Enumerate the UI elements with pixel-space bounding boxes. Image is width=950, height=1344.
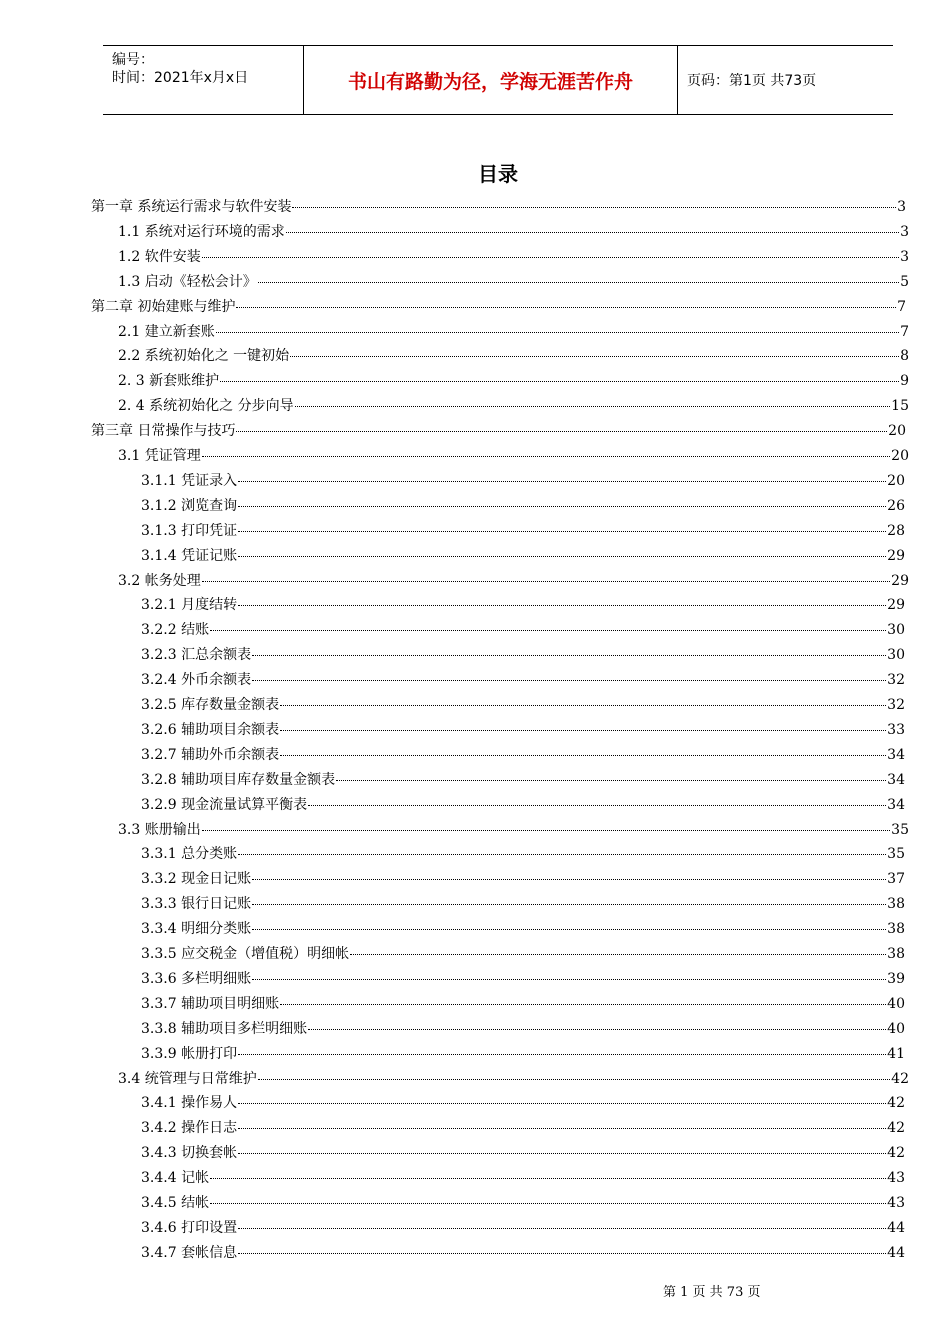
- toc-dot-leader: [238, 1228, 886, 1229]
- toc-entry-page: 42: [887, 1120, 905, 1136]
- toc-entry-label: 3.4.4 记帐: [141, 1170, 210, 1186]
- toc-entry-page: 20: [887, 473, 905, 489]
- toc-dot-leader: [216, 332, 899, 333]
- toc-entry-label: 3.1.3 打印凭证: [141, 523, 238, 539]
- toc-entry-label: 3.3.7 辅助项目明细账: [141, 996, 280, 1012]
- toc-entry[interactable]: [141, 644, 905, 666]
- toc-dot-leader: [238, 854, 886, 855]
- toc-entry-label: 3.4.1 操作易人: [141, 1095, 238, 1111]
- toc-entry-page: 20: [891, 448, 909, 464]
- toc-entry-page: 44: [887, 1245, 905, 1261]
- toc-dot-leader: [252, 879, 886, 880]
- toc-entry-page: 3: [897, 199, 906, 215]
- toc-entry-page: 35: [887, 846, 905, 862]
- toc-entry-label: 3.2.1 月度结转: [141, 597, 238, 613]
- toc-entry-page: 3: [900, 224, 909, 240]
- toc-entry[interactable]: [118, 395, 909, 417]
- toc-entry-label: 3.4.7 套帐信息: [141, 1245, 238, 1261]
- toc-entry[interactable]: [141, 545, 905, 567]
- toc-entry[interactable]: [118, 1068, 909, 1090]
- toc-entry-label: 第一章 系统运行需求与软件安装: [91, 199, 292, 215]
- toc-entry[interactable]: [141, 1167, 905, 1189]
- toc-dot-leader: [308, 1029, 886, 1030]
- toc-entry-label: 2.2 系统初始化之 一键初始: [118, 348, 290, 364]
- page-header: [103, 45, 893, 115]
- toc-entry[interactable]: [141, 1117, 905, 1139]
- toc-dot-leader: [252, 929, 886, 930]
- toc-dot-leader: [292, 207, 896, 208]
- toc-entry[interactable]: [141, 594, 905, 616]
- toc-entry-page: 34: [887, 797, 905, 813]
- header-page-info: 页码：第1页 共73页: [687, 73, 817, 89]
- toc-entry-label: 3.1.4 凭证记账: [141, 548, 238, 564]
- toc-entry[interactable]: [141, 993, 905, 1015]
- toc-entry-label: 3.4.3 切换套帐: [141, 1145, 238, 1161]
- toc-entry-page: 8: [900, 348, 909, 364]
- header-page-cell: [678, 46, 893, 114]
- toc-entry-page: 29: [891, 573, 909, 589]
- toc-entry[interactable]: [118, 570, 909, 592]
- toc-entry-page: 43: [887, 1195, 905, 1211]
- toc-entry-page: 37: [887, 871, 905, 887]
- header-motto: 书山有路勤为径，学海无涯苦作舟: [347, 70, 633, 93]
- toc-entry[interactable]: [141, 1242, 905, 1264]
- toc-entry-label: 第二章 初始建账与维护: [91, 299, 236, 315]
- toc-dot-leader: [280, 1004, 886, 1005]
- toc-entry[interactable]: [141, 470, 905, 492]
- toc-dot-leader: [238, 1103, 886, 1104]
- toc-entry-label: 2.1 建立新套账: [118, 324, 215, 340]
- toc-entry[interactable]: [118, 345, 909, 367]
- toc-dot-leader: [238, 1054, 886, 1055]
- toc-entry-page: 40: [887, 1021, 905, 1037]
- toc-entry[interactable]: [118, 445, 909, 467]
- toc-entry-page: 3: [900, 249, 909, 265]
- toc-dot-leader: [202, 257, 899, 258]
- toc-entry[interactable]: [141, 669, 905, 691]
- toc-dot-leader: [308, 805, 886, 806]
- toc-dot-leader: [236, 431, 887, 432]
- toc-dot-leader: [286, 232, 899, 233]
- toc-entry[interactable]: [141, 1043, 905, 1065]
- toc-entry-page: 30: [887, 647, 905, 663]
- toc-entry-label: 1.1 系统对运行环境的需求: [118, 224, 285, 240]
- toc-dot-leader: [258, 282, 899, 283]
- toc-entry-page: 38: [887, 896, 905, 912]
- toc-dot-leader: [252, 979, 886, 980]
- toc-entry-label: 3.3.1 总分类账: [141, 846, 238, 862]
- toc-dot-leader: [252, 904, 886, 905]
- toc-entry-page: 34: [887, 747, 905, 763]
- toc-entry[interactable]: [118, 271, 909, 293]
- toc-dot-leader: [280, 730, 886, 731]
- toc-entry-page: 40: [887, 996, 905, 1012]
- toc-entry-page: 42: [891, 1071, 909, 1087]
- document-time-label: 时间：2021年x月x日: [112, 70, 249, 86]
- toc-entry[interactable]: [141, 794, 905, 816]
- toc-entry-label: 2. 3 新套账维护: [118, 373, 220, 389]
- toc-entry[interactable]: [141, 1018, 905, 1040]
- toc-entry-page: 9: [900, 373, 909, 389]
- toc-entry-page: 44: [887, 1220, 905, 1236]
- toc-dot-leader: [238, 481, 886, 482]
- toc-entry-label: 3.2.4 外币余额表: [141, 672, 252, 688]
- toc-entry-label: 3.2.2 结账: [141, 622, 210, 638]
- toc-entry[interactable]: [118, 321, 909, 343]
- toc-entry[interactable]: [141, 893, 905, 915]
- toc-entry-label: 3.2.6 辅助项目余额表: [141, 722, 280, 738]
- toc-entry-page: 32: [887, 672, 905, 688]
- toc-entry-page: 28: [887, 523, 905, 539]
- page-footer: 第 1 页 共 73 页: [663, 1285, 761, 1300]
- toc-entry[interactable]: [141, 520, 905, 542]
- toc-entry-label: 3.2 帐务处理: [118, 573, 201, 589]
- toc-entry[interactable]: [141, 1142, 905, 1164]
- toc-entry-page: 5: [900, 274, 909, 290]
- toc-entry[interactable]: [118, 221, 909, 243]
- toc-entry-page: 34: [887, 772, 905, 788]
- toc-entry-label: 3.3.4 明细分类账: [141, 921, 252, 937]
- toc-entry-label: 3.2.5 库存数量金额表: [141, 697, 280, 713]
- toc-dot-leader: [210, 630, 886, 631]
- toc-entry[interactable]: [141, 619, 905, 641]
- toc-dot-leader: [295, 406, 891, 407]
- header-motto-cell: [304, 46, 678, 114]
- toc-entry-label: 3.3 账册输出: [118, 822, 201, 838]
- toc-entry[interactable]: [141, 769, 905, 791]
- toc-entry-label: 3.4.2 操作日志: [141, 1120, 238, 1136]
- toc-dot-leader: [238, 1253, 886, 1254]
- toc-dot-leader: [210, 1203, 886, 1204]
- toc-entry-label: 3.2.9 现金流量试算平衡表: [141, 797, 308, 813]
- toc-dot-leader: [238, 1128, 886, 1129]
- toc-entry-page: 38: [887, 946, 905, 962]
- toc-entry[interactable]: [141, 868, 905, 890]
- toc-entry-page: 15: [891, 398, 909, 414]
- toc-entry-page: 35: [891, 822, 909, 838]
- toc-entry-label: 3.3.5 应交税金（增值税）明细帐: [141, 946, 350, 962]
- toc-entry[interactable]: [118, 246, 909, 268]
- toc-entry-label: 2. 4 系统初始化之 分步向导: [118, 398, 294, 414]
- document-number-label: 编号：: [112, 52, 154, 68]
- toc-entry[interactable]: [141, 943, 905, 965]
- toc-entry-page: 30: [887, 622, 905, 638]
- toc-entry-label: 3.1.1 凭证录入: [141, 473, 238, 489]
- toc-entry-label: 1.2 软件安装: [118, 249, 201, 265]
- toc-entry-page: 43: [887, 1170, 905, 1186]
- toc-entry-page: 32: [887, 697, 905, 713]
- toc-entry-page: 33: [887, 722, 905, 738]
- toc-entry-page: 20: [888, 423, 906, 439]
- toc-dot-leader: [252, 680, 886, 681]
- toc-dot-leader: [220, 381, 899, 382]
- toc-entry[interactable]: [141, 744, 905, 766]
- toc-dot-leader: [236, 307, 896, 308]
- toc-entry[interactable]: [141, 1092, 905, 1114]
- toc-dot-leader: [238, 531, 886, 532]
- toc-entry-label: 3.4 统管理与日常维护: [118, 1071, 257, 1087]
- toc-entry-label: 3.1 凭证管理: [118, 448, 201, 464]
- toc-dot-leader: [280, 755, 886, 756]
- toc-entry-page: 7: [897, 299, 906, 315]
- toc-dot-leader: [290, 356, 899, 357]
- toc-entry[interactable]: [141, 1217, 905, 1239]
- toc-title: 目录: [478, 162, 518, 186]
- toc-dot-leader: [238, 1153, 886, 1154]
- toc-entry-label: 3.3.8 辅助项目多栏明细账: [141, 1021, 308, 1037]
- toc-dot-leader: [280, 705, 886, 706]
- toc-entry-label: 3.3.9 帐册打印: [141, 1046, 238, 1062]
- toc-dot-leader: [210, 1178, 886, 1179]
- toc-entry-label: 3.4.5 结帐: [141, 1195, 210, 1211]
- toc-entry-page: 42: [887, 1145, 905, 1161]
- toc-entry[interactable]: [141, 495, 905, 517]
- toc-entry[interactable]: [118, 819, 909, 841]
- toc-entry[interactable]: [141, 918, 905, 940]
- toc-entry-page: 7: [900, 324, 909, 340]
- toc-entry-label: 3.3.3 银行日记账: [141, 896, 252, 912]
- toc-dot-leader: [336, 780, 886, 781]
- toc-entry[interactable]: [118, 370, 909, 392]
- toc-entry-label: 3.3.6 多栏明细账: [141, 971, 252, 987]
- toc-dot-leader: [202, 581, 890, 582]
- toc-entry-page: 29: [887, 548, 905, 564]
- toc-dot-leader: [252, 655, 886, 656]
- toc-dot-leader: [202, 456, 890, 457]
- toc-dot-leader: [350, 954, 886, 955]
- toc-entry-label: 1.3 启动《轻松会计》: [118, 274, 257, 290]
- toc-entry-label: 3.4.6 打印设置: [141, 1220, 238, 1236]
- toc-entry[interactable]: [141, 719, 905, 741]
- toc-entry[interactable]: [91, 296, 906, 318]
- toc-entry[interactable]: [141, 1192, 905, 1214]
- toc-entry[interactable]: [91, 420, 906, 442]
- toc-entry[interactable]: [91, 196, 906, 218]
- toc-entry-label: 3.2.3 汇总余额表: [141, 647, 252, 663]
- toc-entry[interactable]: [141, 843, 905, 865]
- toc-entry-page: 39: [887, 971, 905, 987]
- toc-dot-leader: [238, 605, 886, 606]
- toc-dot-leader: [238, 506, 886, 507]
- toc-entry-label: 第三章 日常操作与技巧: [91, 423, 236, 439]
- toc-dot-leader: [258, 1079, 890, 1080]
- header-info-cell: [103, 46, 304, 114]
- toc-entry-label: 3.2.7 辅助外币余额表: [141, 747, 280, 763]
- toc-entry-label: 3.1.2 浏览查询: [141, 498, 238, 514]
- toc-entry-page: 38: [887, 921, 905, 937]
- toc-entry-page: 29: [887, 597, 905, 613]
- toc-dot-leader: [202, 830, 890, 831]
- toc-entry-label: 3.3.2 现金日记账: [141, 871, 252, 887]
- toc-entry-label: 3.2.8 辅助项目库存数量金额表: [141, 772, 336, 788]
- toc-entry-page: 26: [887, 498, 905, 514]
- toc-entry-page: 41: [887, 1046, 905, 1062]
- toc-entry[interactable]: [141, 694, 905, 716]
- toc-entry[interactable]: [141, 968, 905, 990]
- toc-entry-page: 42: [887, 1095, 905, 1111]
- toc-dot-leader: [238, 556, 886, 557]
